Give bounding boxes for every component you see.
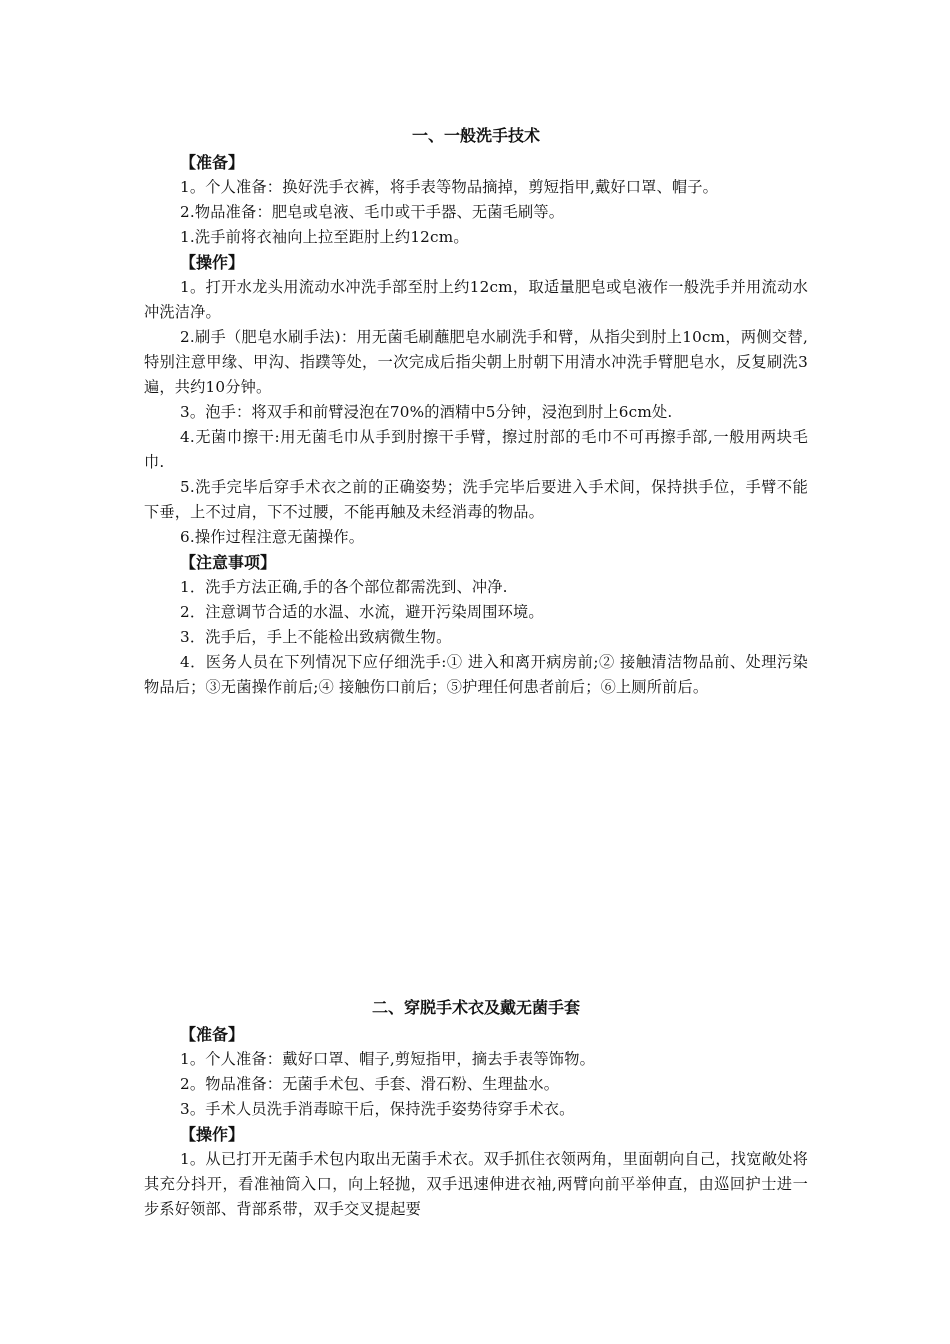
notes-item: 2．注意调节合适的水温、水流，避开污染周围环境。	[180, 603, 544, 621]
operation-heading: 【操作】	[180, 253, 245, 272]
prep-item: 1。个人准备：戴好口罩、帽子,剪短指甲，摘去手表等饰物。	[180, 1050, 595, 1068]
section-title: 一、一般洗手技术	[411, 126, 540, 145]
section-title: 二、穿脱手术衣及戴无菌手套	[371, 998, 580, 1017]
notes-item: 3．洗手后，手上不能检出致病微生物。	[180, 628, 452, 646]
prep-item: 1.洗手前将衣袖向上拉至距肘上约12cm。	[180, 228, 469, 246]
operation-item: 4.无菌巾擦干:用无菌毛巾从手到肘擦干手臂，擦过肘部的毛巾不可再擦手部,一般用两块毛巾.	[144, 428, 808, 471]
operation-item: 3。泡手：将双手和前臂浸泡在70%的酒精中5分钟，浸泡到肘上6cm处.	[180, 403, 673, 421]
prep-item: 1。个人准备：换好洗手衣裤，将手表等物品摘掉，剪短指甲,戴好口罩、帽子。	[180, 178, 719, 196]
prep-item: 2。物品准备：无菌手术包、手套、滑石粉、生理盐水。	[180, 1075, 560, 1093]
operation-item: 2.刷手（肥皂水刷手法)：用无菌毛刷蘸肥皂水刷洗手和臂，从指尖到肘上10cm，两侧交替,特别注意甲缘、甲沟、指蹼等处，一次完成后指尖朝上肘朝下用清水冲洗手臂肥皂水，反复刷洗3遍，共约10分钟。	[144, 328, 808, 396]
section-surgical-gown	[144, 994, 808, 1222]
section-hand-washing	[144, 122, 808, 700]
operation-item: 6.操作过程注意无菌操作。	[180, 528, 365, 546]
operation-item: 1。从已打开无菌手术包内取出无菌手术衣。双手抓住衣领两角，里面朝向自己，找宽敞处将其充分抖开，看准袖筒入口，向上轻抛，双手迅速伸进衣袖,两臂向前平举伸直，由巡回护士进一步系好领部、背部系带，双手交叉提起要	[144, 1150, 808, 1218]
operation-item: 1。打开水龙头用流动水冲洗手部至肘上约12cm，取适量肥皂或皂液作一般洗手并用流动水冲洗洁净。	[144, 278, 808, 321]
notes-item: 4．医务人员在下列情况下应仔细洗手:① 进入和离开病房前;② 接触清洁物品前、处理污染物品后；③无菌操作前后;④ 接触伤口前后；⑤护理任何患者前后；⑥上厕所前后。	[144, 653, 808, 696]
operation-item: 5.洗手完毕后穿手术衣之前的正确姿势；洗手完毕后要进入手术间，保持拱手位，手臂不能下垂，上不过肩，下不过腰，不能再触及未经消毒的物品。	[144, 478, 808, 521]
prep-item: 3。手术人员洗手消毒晾干后，保持洗手姿势待穿手术衣。	[180, 1100, 575, 1118]
notes-heading: 【注意事项】	[180, 553, 277, 572]
notes-item: 1．洗手方法正确,手的各个部位都需洗到、冲净.	[180, 578, 508, 596]
prep-heading: 【准备】	[180, 153, 245, 172]
prep-heading: 【准备】	[180, 1025, 245, 1044]
operation-heading: 【操作】	[180, 1125, 245, 1144]
prep-item: 2.物品准备：肥皂或皂液、毛巾或干手器、无菌毛刷等。	[180, 203, 565, 221]
